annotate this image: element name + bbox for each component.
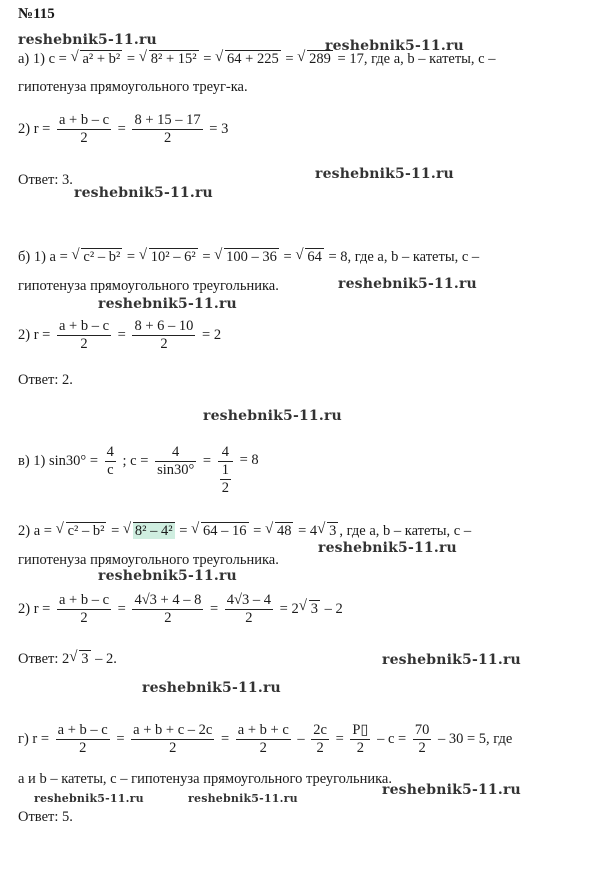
- radicand: 289: [309, 51, 331, 67]
- part-b-line1: [18, 248, 479, 266]
- text: в) 1) sin30° =: [18, 452, 99, 469]
- denominator: 2: [350, 739, 370, 757]
- numerator: a + b + c – 2c: [133, 722, 213, 738]
- sqrt: [140, 248, 198, 266]
- denominator: 2: [131, 739, 214, 757]
- fraction: [132, 318, 195, 353]
- fraction: [225, 592, 273, 627]
- watermark: reshebnik5-11.ru: [98, 296, 237, 312]
- denominator: [218, 461, 233, 497]
- numerator: 4: [106, 444, 114, 460]
- numerator: 4√3 – 4: [226, 592, 272, 608]
- eq: =: [117, 600, 126, 617]
- radicand: c² – b²: [67, 523, 105, 539]
- text: – 2: [324, 600, 343, 617]
- radicand: 48: [276, 523, 292, 539]
- sqrt: [72, 248, 122, 266]
- denominator: 2: [311, 739, 329, 757]
- watermark: reshebnik5-11.ru: [98, 568, 237, 584]
- part-a-line2: гипотенуза прямоугольного треуг-ка.: [18, 79, 248, 95]
- radicand: 64 – 16: [203, 523, 247, 539]
- fraction: [131, 722, 214, 757]
- radicand: 10² – 6²: [150, 249, 196, 265]
- text: = 4: [298, 523, 318, 539]
- denominator: 2: [132, 609, 203, 627]
- eq: =: [283, 249, 292, 265]
- watermark: reshebnik5-11.ru: [142, 680, 281, 696]
- sqrt: [318, 522, 338, 540]
- fraction: [350, 722, 370, 757]
- part-v-line1: [18, 444, 259, 497]
- fraction: [132, 592, 203, 627]
- text: – 2.: [95, 651, 117, 667]
- denominator: 2: [132, 129, 202, 147]
- eq: =: [285, 51, 294, 67]
- watermark: reshebnik5-11.ru: [315, 166, 454, 182]
- sqrt: [192, 522, 249, 540]
- fraction: [311, 722, 329, 757]
- text: = 8: [239, 452, 259, 468]
- watermark: reshebnik5-11.ru: [18, 32, 157, 48]
- sqrt: [140, 50, 199, 68]
- sqrt: [300, 600, 320, 618]
- eq: =: [111, 523, 120, 539]
- denominator: 2: [57, 609, 111, 627]
- numerator: 4: [172, 444, 180, 460]
- eq: =: [126, 249, 136, 265]
- part-v-line3: гипотенуза прямоугольного треугольника.: [18, 552, 279, 568]
- text: 2) r =: [18, 326, 51, 343]
- watermark: reshebnik5-11.ru: [382, 782, 521, 798]
- text: = 3: [209, 120, 229, 137]
- denominator: 2: [221, 480, 229, 496]
- denominator: 2: [57, 335, 111, 353]
- fraction: [218, 444, 233, 497]
- radicand: 64: [307, 249, 322, 265]
- radicand: 100 – 36: [226, 249, 277, 265]
- sqrt: [70, 650, 90, 668]
- radicand: 3: [81, 651, 89, 667]
- numerator: 2c: [313, 722, 327, 738]
- numerator: 1: [221, 462, 229, 478]
- text: 2) r =: [18, 120, 51, 137]
- denominator: 2: [57, 129, 111, 147]
- eq: =: [203, 51, 212, 67]
- numerator: a + b + c: [237, 722, 289, 738]
- radicand: 8² + 15²: [150, 51, 197, 67]
- fraction: [57, 592, 111, 627]
- text: б) 1) a =: [18, 249, 68, 265]
- watermark: reshebnik5-11.ru: [203, 408, 342, 424]
- denominator: 2: [413, 739, 432, 757]
- fraction: [57, 112, 111, 147]
- part-a-formula: [18, 112, 228, 147]
- sqrt: [298, 50, 333, 68]
- part-a-answer: Ответ: 3.: [18, 172, 73, 188]
- watermark: reshebnik5-11.ru: [74, 185, 213, 201]
- watermark: reshebnik5-11.ru: [325, 38, 464, 54]
- sqrt: [296, 248, 324, 266]
- fraction: [413, 722, 432, 757]
- radicand: 3: [329, 523, 337, 539]
- numerator: a + b – c: [58, 592, 110, 608]
- denominator: 2: [56, 739, 110, 757]
- numerator: 4: [221, 444, 229, 460]
- sqrt: [216, 50, 281, 68]
- radicand: 3: [310, 600, 318, 617]
- sqrt: [124, 522, 175, 540]
- text: г) r =: [18, 730, 50, 747]
- eq: =: [116, 730, 125, 747]
- eq: =: [253, 523, 262, 539]
- eq: =: [202, 249, 211, 265]
- numerator: a + b – c: [57, 722, 108, 738]
- denominator: 2: [132, 335, 195, 353]
- watermark: reshebnik5-11.ru: [188, 792, 298, 805]
- text: = 2: [202, 326, 222, 343]
- eq: =: [126, 51, 136, 67]
- eq: =: [202, 452, 212, 469]
- text: = 2: [279, 600, 299, 617]
- fraction: [220, 462, 231, 497]
- minus: –: [297, 730, 305, 747]
- fraction: [56, 722, 110, 757]
- numerator: 70: [414, 722, 430, 738]
- fraction: [57, 318, 111, 353]
- text: 2) r =: [18, 600, 51, 617]
- numerator: 8 + 15 – 17: [134, 112, 201, 128]
- part-g-line2: a и b – катеты, c – гипотенуза прямоугольного треугольника.: [18, 771, 392, 787]
- part-a-line1: [18, 50, 495, 68]
- text: Ответ: 2: [18, 651, 70, 667]
- part-v-answer: [18, 650, 117, 668]
- part-v-formula: [18, 592, 343, 627]
- sqrt: [215, 248, 279, 266]
- part-b-formula: [18, 318, 221, 353]
- text: 2) a =: [18, 523, 52, 539]
- watermark: reshebnik5-11.ru: [318, 540, 457, 556]
- watermark: reshebnik5-11.ru: [34, 792, 144, 805]
- text: а) 1) c =: [18, 51, 67, 67]
- radicand: c² – b²: [83, 249, 121, 265]
- part-g-answer: Ответ: 5.: [18, 809, 73, 825]
- fraction: [155, 444, 196, 479]
- sqrt: [71, 50, 122, 68]
- problem-number: №115: [18, 6, 55, 22]
- numerator: 4√3 + 4 – 8: [134, 592, 202, 608]
- text: = 17, где a, b – катеты, c –: [337, 51, 496, 67]
- radicand: 8² – 4²: [134, 523, 173, 539]
- eq: =: [117, 120, 126, 137]
- text: ; c =: [122, 452, 149, 469]
- sqrt: [57, 522, 107, 540]
- sqrt: [266, 522, 294, 540]
- numerator: P▯: [352, 722, 369, 738]
- eq: =: [209, 600, 219, 617]
- part-b-line2: гипотенуза прямоугольного треугольника.: [18, 278, 279, 294]
- denominator: sin30°: [157, 462, 195, 478]
- denominator: 2: [236, 739, 291, 757]
- part-v-line2: [18, 522, 471, 540]
- numerator: a + b – c: [58, 318, 110, 334]
- eq: =: [335, 730, 344, 747]
- denominator: c: [105, 461, 116, 479]
- part-b-answer: Ответ: 2.: [18, 372, 73, 388]
- text: = 8, где a, b – катеты, c –: [328, 249, 480, 265]
- numerator: 8 + 6 – 10: [134, 318, 194, 334]
- text: – c =: [377, 730, 407, 747]
- denominator: 2: [225, 609, 273, 627]
- watermark: reshebnik5-11.ru: [338, 276, 477, 292]
- radicand: 64 + 225: [227, 51, 279, 67]
- text: , где a, b – катеты, c –: [339, 523, 472, 539]
- eq: =: [179, 523, 188, 539]
- fraction: [236, 722, 291, 757]
- fraction: [105, 444, 116, 479]
- eq: =: [117, 326, 126, 343]
- part-g-formula: [18, 722, 512, 757]
- watermark: reshebnik5-11.ru: [382, 652, 521, 668]
- radicand: a² + b²: [82, 51, 121, 67]
- text: – 30 = 5, где: [437, 730, 513, 747]
- fraction: [132, 112, 202, 147]
- eq: =: [220, 730, 230, 747]
- numerator: a + b – c: [58, 112, 110, 128]
